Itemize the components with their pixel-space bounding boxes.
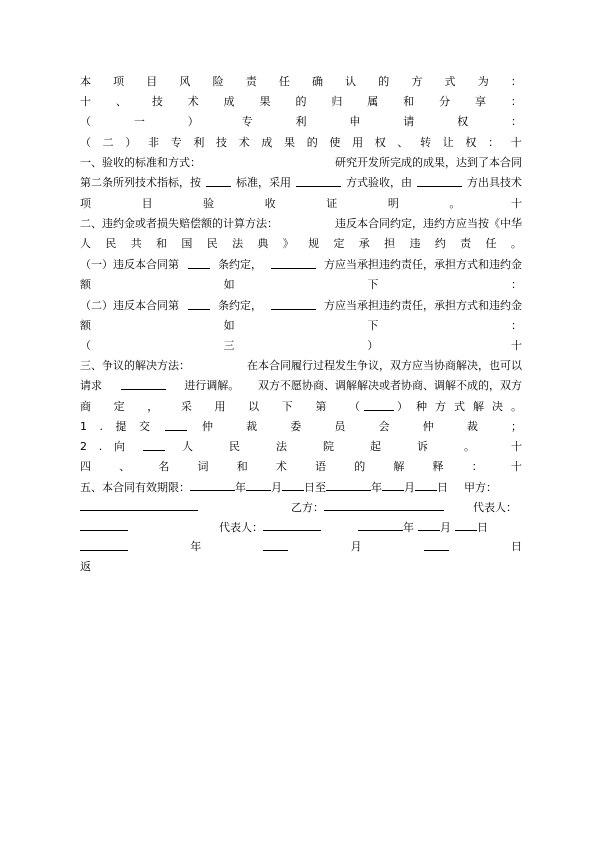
text-char: 转	[420, 136, 432, 149]
text-char: 式	[454, 400, 465, 413]
text-char: 、	[115, 95, 127, 108]
text-char: 下	[281, 400, 293, 413]
text-char: 人	[80, 237, 91, 250]
text-char: 享	[474, 95, 486, 108]
blank-start-month[interactable]	[246, 477, 271, 491]
line-amount-2	[80, 316, 522, 336]
text-char: 的	[295, 95, 307, 108]
text-char: 让	[442, 136, 454, 149]
text-char: 采	[180, 400, 192, 413]
text-char: 。	[511, 400, 522, 413]
blank-start-year[interactable]	[190, 477, 235, 491]
text-char: 目	[146, 75, 158, 88]
text-char: 利	[193, 136, 205, 149]
text-char: 目	[141, 197, 153, 210]
line-nonpatent-right	[80, 133, 522, 153]
text-char: 委	[290, 420, 302, 433]
blank-end-day[interactable]	[415, 477, 437, 491]
blank-end-month[interactable]	[382, 477, 404, 491]
text-char: 权	[457, 115, 469, 128]
text-char: 权	[465, 136, 477, 149]
text-char: （	[80, 339, 91, 352]
text-char: 十	[510, 136, 522, 149]
text-char: 。	[510, 237, 522, 250]
text-char: 员	[334, 420, 346, 433]
text-char: 任	[485, 237, 497, 250]
text-char: 和	[403, 95, 415, 108]
text-char: 为	[477, 75, 489, 88]
text-char: 裁	[246, 420, 258, 433]
text-char: 申	[349, 115, 361, 128]
text-char: 》	[282, 237, 294, 250]
text-char: 术	[187, 95, 199, 108]
text-char: 共	[130, 237, 142, 250]
text-char: 会	[378, 420, 390, 433]
text-char: 仲	[202, 420, 213, 433]
text-char: 项	[113, 75, 125, 88]
line-mediation: 请求 进行调解。 双方不愿协商、调解解决或者协商、调解不成的，双方	[80, 376, 522, 396]
text-char: 果	[259, 95, 271, 108]
text-char: 十	[511, 440, 522, 453]
text-char: 成	[223, 95, 235, 108]
text-char: 解	[393, 460, 405, 473]
text-char: 专	[241, 115, 253, 128]
text-char: 担	[384, 237, 396, 250]
text-char: 技	[151, 95, 163, 108]
text-char: 词	[197, 460, 209, 473]
text-char: 使	[329, 136, 341, 149]
blank-method-number[interactable]	[364, 397, 394, 411]
text-char: ：	[511, 115, 522, 128]
text-char: 如	[223, 278, 235, 291]
text-char: ）	[187, 115, 199, 128]
text-char: 利	[295, 115, 307, 128]
text-char: 典	[257, 237, 269, 250]
text-char: 权	[374, 136, 386, 149]
text-char: .	[98, 440, 103, 453]
text-char: 十	[510, 460, 522, 473]
text-char: 1	[80, 420, 87, 433]
text-char: 定	[333, 237, 345, 250]
text-char: 、	[397, 136, 409, 149]
text-char: 验	[203, 197, 215, 210]
text-char: ：	[510, 319, 522, 332]
text-char: 和	[156, 237, 168, 250]
text-char: 院	[323, 440, 334, 453]
text-char: ：	[510, 278, 522, 291]
line-tech-results-ownership	[80, 92, 522, 112]
text-char: 的	[378, 75, 390, 88]
text-char: 提	[115, 420, 127, 433]
text-char: 下	[367, 278, 379, 291]
text-char: 请	[403, 115, 415, 128]
text-char: 成	[261, 136, 273, 149]
text-char: 的	[354, 460, 366, 473]
text-char: 险	[212, 75, 224, 88]
blank-start-day[interactable]	[282, 477, 304, 491]
text-char: ）	[367, 339, 379, 352]
text-char: 一	[133, 115, 145, 128]
text-char: 下	[367, 319, 379, 332]
text-char: 责	[245, 75, 257, 88]
text-char: 以	[248, 400, 260, 413]
text-char: 裁	[466, 420, 478, 433]
text-char: ：	[510, 75, 522, 88]
line-terms-definition	[80, 457, 522, 477]
text-char: 解	[473, 400, 484, 413]
blank-party-a[interactable]	[80, 497, 198, 511]
blank-sign-month-b[interactable]	[418, 517, 440, 531]
text-char: 项	[80, 197, 91, 210]
blank-end-year[interactable]	[326, 477, 371, 491]
text-char: 法	[276, 440, 287, 453]
blank-standard[interactable]	[206, 173, 231, 187]
blank-method[interactable]	[296, 173, 341, 187]
text-char: 用	[352, 136, 364, 149]
text-char: 交	[139, 420, 150, 433]
text-char: 诉	[417, 440, 428, 453]
blank-representative-b[interactable]	[263, 517, 321, 531]
text-char: 如	[223, 319, 235, 332]
text-char: 违	[409, 237, 421, 250]
line-validity-period: 五、本合同有效期限： 年 月 日至 年 月 日 甲方：	[80, 477, 522, 497]
text-char: ；	[510, 420, 522, 433]
text-char: 和	[236, 460, 248, 473]
text-char: 专	[170, 136, 182, 149]
blank-sign-year-a[interactable]	[80, 537, 128, 551]
text-char: 额	[80, 319, 91, 332]
text-char: 本	[80, 75, 91, 88]
text-char: ：	[488, 136, 500, 149]
text-char: （	[349, 400, 360, 413]
text-char: 仲	[422, 420, 434, 433]
text-char: 属	[367, 95, 379, 108]
text-char: 术	[275, 460, 287, 473]
text-char: 民	[206, 237, 218, 250]
line-breach-1: （一）违反本合同第 条约定， 方应当承担违约责任，承担方式和违约金	[80, 255, 522, 275]
text-char: 方	[435, 400, 446, 413]
text-char: 四	[80, 460, 91, 473]
line-patent-right	[80, 112, 522, 132]
line-risk-confirmation	[80, 72, 522, 92]
text-char: 明	[387, 197, 399, 210]
text-char: 约	[434, 237, 446, 250]
text-char: （	[80, 115, 91, 128]
text-char: 民	[105, 237, 117, 250]
text-char: 决	[492, 400, 503, 413]
text-char: ）	[125, 136, 137, 149]
text-char: 名	[158, 460, 170, 473]
text-char: 商	[80, 400, 91, 413]
text-char: 确	[311, 75, 323, 88]
text-char: 果	[284, 136, 296, 149]
text-char: 规	[308, 237, 320, 250]
line-acceptance-standard: 一、验收的标准和方式： 研究开发所完成的成果，达到了本合同	[80, 156, 522, 169]
text-char: 任	[278, 75, 290, 88]
line-acceptance-certificate	[80, 194, 522, 214]
blank-arbitration-committee[interactable]	[165, 417, 187, 431]
text-char: 风	[179, 75, 191, 88]
line-dispute-resolution: 三、争议的解决方法： 在本合同履行过程发生争议，双方应当协商解决，也可以	[80, 359, 522, 372]
line-acceptance-method: 第二条所列技术指标，按 标准，采用 方式验收，由 方出具技术	[80, 173, 522, 193]
text-char: 民	[229, 440, 240, 453]
line-amount-1	[80, 275, 522, 295]
blank-court[interactable]	[143, 437, 165, 451]
line-sign-date-a: 年 月 日	[80, 537, 522, 557]
text-char: 额	[80, 278, 91, 291]
line-party-b: 乙方： 代表人：	[80, 497, 522, 517]
text-char: 技	[216, 136, 228, 149]
text-char: ，	[147, 400, 159, 413]
text-char: 向	[114, 440, 125, 453]
text-char: 。	[449, 197, 461, 210]
text-char: 国	[181, 237, 193, 250]
text-char: 非	[148, 136, 160, 149]
blank-sign-day-b[interactable]	[455, 517, 477, 531]
blank-article-1[interactable]	[188, 255, 210, 269]
blank-sign-year-b[interactable]	[358, 517, 403, 531]
line-breach-2: （二）违反本合同第 条约定， 方应当承担违约责任，承担方式和违约金	[80, 296, 522, 316]
blank-party-b[interactable]	[324, 497, 444, 511]
line-litigation	[80, 437, 522, 457]
text-char: ：	[510, 95, 522, 108]
text-char: 责	[460, 237, 472, 250]
blank-sign-day-a[interactable]	[424, 537, 449, 551]
text-char: 释	[432, 460, 444, 473]
text-char: 种	[416, 400, 427, 413]
text-char: 第	[315, 400, 327, 413]
text-char: 收	[264, 197, 276, 210]
text-char: 人	[182, 440, 193, 453]
text-char: 证	[326, 197, 338, 210]
text-char: 法	[232, 237, 244, 250]
text-char: 二	[102, 136, 114, 149]
text-char: 三	[223, 339, 235, 352]
text-char: 起	[370, 440, 381, 453]
text-char: 归	[331, 95, 343, 108]
text-char: 十	[80, 95, 91, 108]
blank-party[interactable]	[417, 173, 462, 187]
blank-breach-party-1[interactable]	[271, 255, 316, 269]
line-agreed-method	[80, 397, 522, 417]
text-char: 承	[358, 237, 370, 250]
text-char: ：	[471, 460, 483, 473]
text-char: 语	[315, 460, 327, 473]
blank-mediator[interactable]	[121, 376, 166, 390]
text-char: 。	[464, 440, 475, 453]
line-representative: 代表人： 年 月 日	[80, 517, 522, 537]
blank-breach-party-2[interactable]	[271, 296, 316, 310]
text-char: 的	[306, 136, 318, 149]
text-char: 认	[345, 75, 357, 88]
line-item-three	[80, 336, 522, 356]
line-return: 返	[80, 560, 91, 573]
text-char: 十	[510, 197, 522, 210]
text-char: 用	[214, 400, 226, 413]
blank-representative-a[interactable]	[80, 517, 128, 531]
text-char: 、	[119, 460, 131, 473]
line-civil-code	[80, 234, 522, 254]
text-char: 术	[238, 136, 250, 149]
blank-sign-month-a[interactable]	[263, 537, 288, 551]
text-char: 十	[510, 339, 522, 352]
text-char: ）	[397, 400, 408, 413]
line-arbitration	[80, 417, 522, 437]
text-char: 方	[411, 75, 423, 88]
blank-article-2[interactable]	[188, 296, 210, 310]
text-char: 2	[80, 440, 87, 453]
text-char: 定	[113, 400, 125, 413]
text-char: 式	[444, 75, 456, 88]
text-char: .	[99, 420, 103, 433]
text-char: （	[80, 136, 91, 149]
line-damages-calculation: 二、违约金或者损失赔偿额的计算方法： 违反本合同约定，违约方应当按《中华	[80, 217, 522, 230]
text-char: 分	[439, 95, 451, 108]
